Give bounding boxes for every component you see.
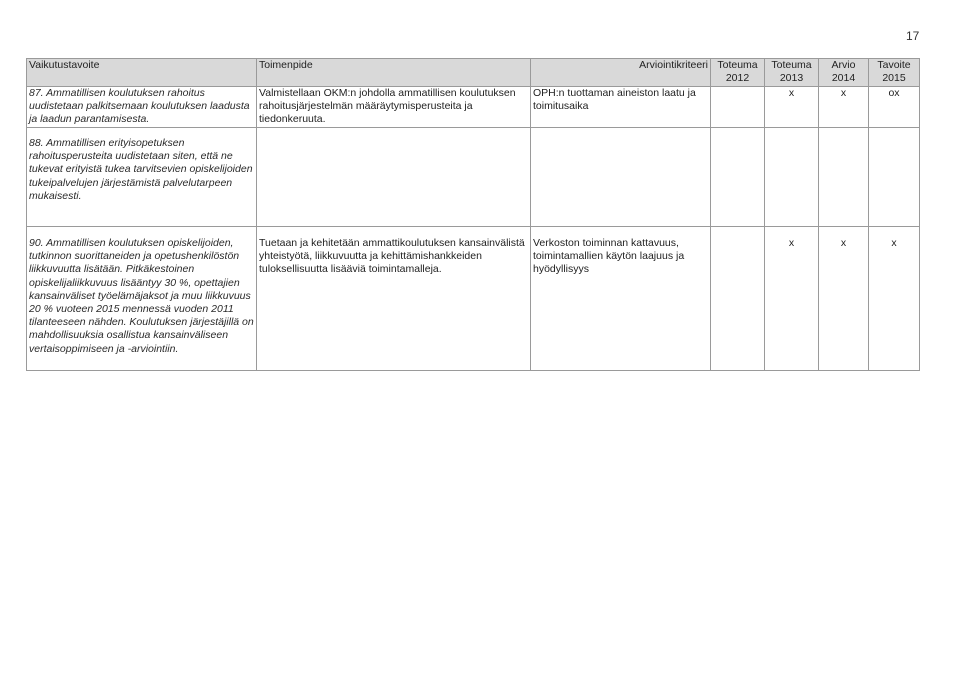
table-row (27, 227, 920, 371)
table-header-row (27, 59, 920, 87)
arvio-2014-cell: x (819, 87, 869, 128)
toteuma-2013-cell (765, 227, 819, 371)
criteria-cell (531, 128, 711, 227)
table-row (27, 87, 920, 128)
goal-cell (27, 128, 257, 227)
measure-cell (257, 227, 531, 371)
header-toteuma-2012: Toteuma 2012 (711, 59, 765, 87)
toteuma-2012-cell (711, 128, 765, 227)
arvio-2014-cell (819, 227, 869, 371)
arvio-2014-cell (819, 128, 869, 227)
mark-value: x (891, 237, 897, 249)
tavoite-2015-cell (869, 128, 920, 227)
toteuma-2012-cell (711, 87, 765, 128)
header-tavoite-2015: Tavoite 2015 (869, 59, 920, 87)
header-toteuma-2013: Toteuma 2013 (765, 59, 819, 87)
goal-cell (27, 227, 257, 371)
criteria-text: Verkoston toiminnan kattavuus, toimintamallien käytön laajuus ja hyödyllisyys (533, 237, 685, 276)
table-row (27, 128, 920, 227)
mark-value: x (840, 237, 847, 249)
goal-cell: 87. Ammatillisen koulutuksen rahoitus uudistetaan palkitsemaan koulutuksen laadusta ja laadun parantamisesta. (27, 87, 257, 128)
goal-text: 90. Ammatillisen koulutuksen opiskelijoiden, tutkinnon suorittaneiden ja opetushenkilöstön liikkuvuutta lisätään. Pitkäkestoinen opiskelijaliikkuvuus lisääntyy 30 %, opettajien kansainväliset työelämäjaksot ja muu liikkuvuus 20 % vuoteen 2015 mennessä vuoden 2011 tilanteeseen nähden. Koulutuksen järjestäjillä on mahdollisuuksia osallistua kansainväliseen vertaisoppimiseen ja -arviointiin. (29, 237, 254, 355)
mark-value (713, 227, 762, 237)
targets-table (26, 58, 920, 371)
header-goal: Vaikutustavoite (27, 59, 257, 87)
tavoite-2015-cell (869, 227, 920, 371)
toteuma-2013-cell (765, 128, 819, 227)
header-measure: Toimenpide (257, 59, 531, 87)
criteria-cell: OPH:n tuottaman aineiston laatu ja toimitusaika (531, 87, 711, 128)
header-criteria: Arviointikriteeri (531, 59, 711, 87)
page-number: 17 (906, 29, 920, 43)
measure-text: Tuetaan ja kehitetään ammattikoulutuksen kansainvälistä yhteistyötä, liikkuvuutta ja kehittämishankkeiden tuloksellisuutta lisääviä toimintamalleja. (259, 237, 525, 276)
header-arvio-2014: Arvio 2014 (819, 59, 869, 87)
toteuma-2012-cell (711, 227, 765, 371)
goal-text: 88. Ammatillisen erityisopetuksen rahoitusperusteita uudistetaan siten, että ne tukevat erityistä tukea tarvitsevien opiskelijoiden tukeipalvelujen järjestämistä palvelutarpeen mukaisesti. (29, 137, 253, 202)
criteria-cell (531, 227, 711, 371)
measure-cell (257, 128, 531, 227)
tavoite-2015-cell: ox (869, 87, 920, 128)
mark-value: x (788, 237, 795, 249)
measure-cell: Valmistellaan OKM:n johdolla ammatillisen koulutuksen rahoitusjärjestelmän määräytymisperusteita ja tiedonkeruuta. (257, 87, 531, 128)
toteuma-2013-cell: x (765, 87, 819, 128)
